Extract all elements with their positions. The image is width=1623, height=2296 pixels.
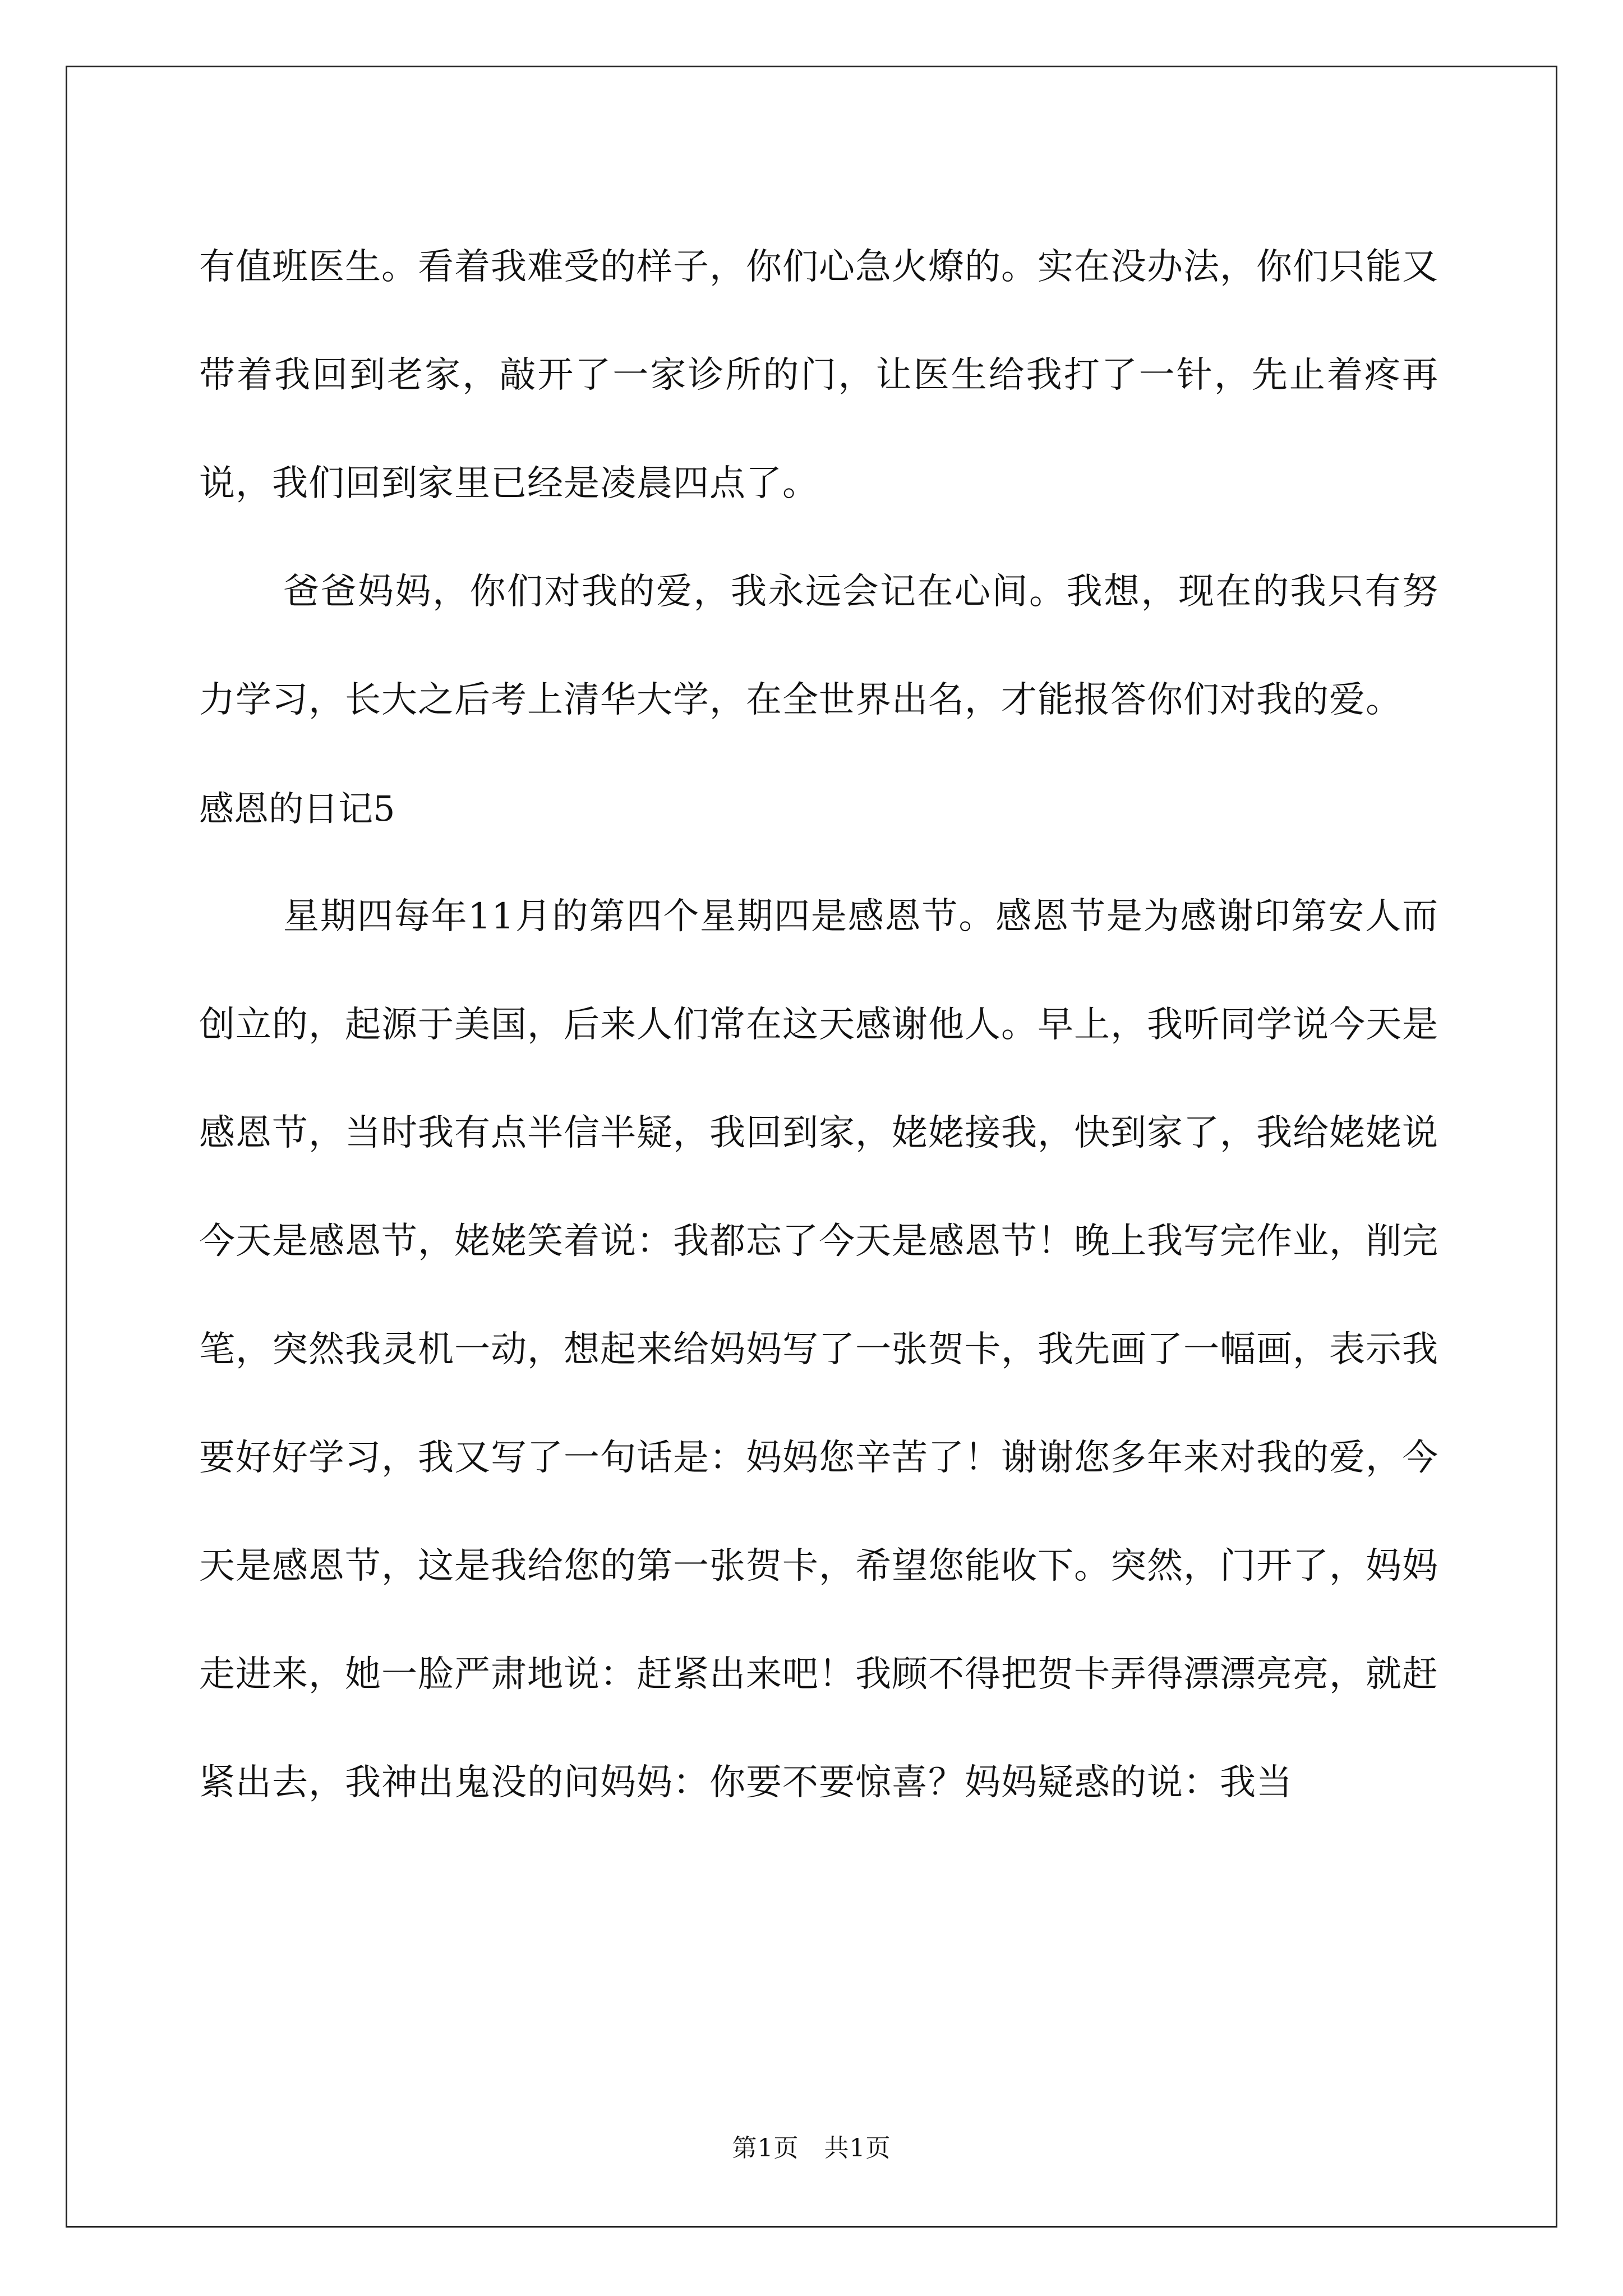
paragraph-thanksgiving: 星期四每年11月的第四个星期四是感恩节。感恩节是为感谢印第安人而创立的，起源于美国，后来人们常在这天感谢他人。早上，我听同学说今天是感恩节，当时我有点半信半疑，我回到家，姥姥接我，快到家了，我给姥姥说今天是感恩节，姥姥笑着说：我都忘了今天是感恩节！晚上我写完作业，削完笔，突然我灵机一动，想起来给妈妈写了一张贺卡，我先画了一幅画，表示我要好好学习，我又写了一句话是：妈妈您辛苦了！谢谢您多年来对我的爱，今天是感恩节，这是我给您的第一张贺卡，希望您能收下。突然，门开了，妈妈走进来，她一脸严肃地说：赶紧出来吧！我顾不得把贺卡弄得漂漂亮亮，就赶紧出去，我神出鬼没的问妈妈：你要不要惊喜？妈妈疑惑的说：我当 xyxy=(199,896,1438,1803)
paragraph-continued: 有值班医生。看着我难受的样子，你们心急火燎的。实在没办法，你们只能又带着我回到老家，敲开了一家诊所的门，让医生给我打了一针，先止着疼再说，我们回到家里已经是凌晨四点了。 xyxy=(199,246,1438,504)
section-title: 感恩的日记5 xyxy=(199,788,395,829)
page-footer: 第1页 共1页 xyxy=(732,2134,891,2162)
paragraph-parents-love: 爸爸妈妈，你们对我的爱，我永远会记在心间。我想，现在的我只有努力学习，长大之后考上清华大学，在全世界出名，才能报答你们对我的爱。 xyxy=(199,571,1438,721)
document-body xyxy=(199,213,1438,1837)
